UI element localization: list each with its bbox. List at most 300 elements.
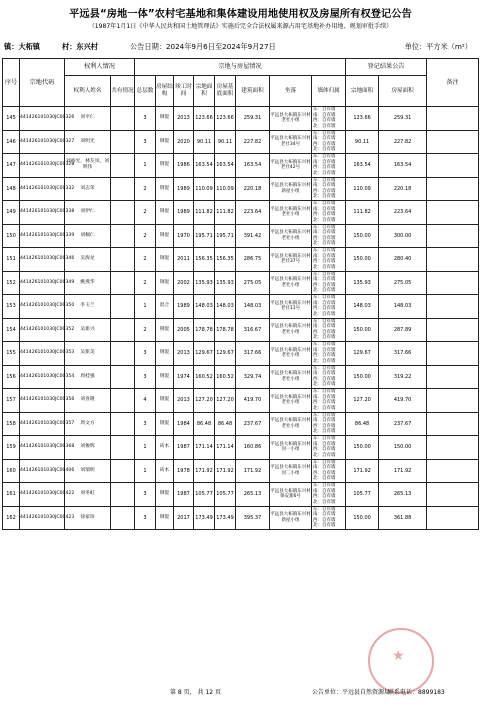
row-co-holder <box>111 248 135 272</box>
row-reg-house-area: 171.92 <box>379 459 427 483</box>
row-boundaries: 东：自有墙 南：自有墙 西：自有墙 北：自有墙 <box>312 436 346 460</box>
row-co-holder <box>111 154 135 178</box>
row-parcel-code: 441426101030JC00338 <box>20 201 65 225</box>
row-holder-name: 周桂强 <box>65 365 111 389</box>
row-reg-house-area: 317.66 <box>379 342 427 366</box>
row-parcel-area: 127.20 <box>194 389 215 413</box>
row-boundaries: 东：自有墙 南：自有墙 西：自有墙 北：自有墙 <box>312 130 346 154</box>
col-reg-house-area: 房屋面积 <box>379 76 427 107</box>
row-remark <box>427 506 479 530</box>
row-year: 2013 <box>174 342 194 366</box>
row-base-area: 171.92 <box>215 459 236 483</box>
table-row <box>3 459 479 483</box>
row-reg-house-area: 361.88 <box>379 506 427 530</box>
row-structure: 砖木 <box>156 459 174 483</box>
row-building-area: 275.05 <box>236 271 270 295</box>
row-boundaries: 东：自有墙 南：自有墙 西：自有墙 北：自有墙 <box>312 107 346 131</box>
row-parcel-code: 441426101030JC00339 <box>20 224 65 248</box>
row-boundaries: 东：自有墙 南：自有墙 西：自有墙 北：自有墙 <box>312 412 346 436</box>
row-base-area: 105.77 <box>215 483 236 507</box>
row-parcel-code: 441426101030JC00422 <box>20 483 65 507</box>
row-location: 平远县大柘镇东兴村老社42号 <box>270 154 312 178</box>
row-remark <box>427 248 479 272</box>
page-title: 平远县“房地一体”农村宅基地和集体建设用地使用权及房屋所有权登记公告 <box>69 9 412 20</box>
row-seq: 146 <box>3 130 20 154</box>
row-reg-parcel-area: 111.82 <box>346 201 379 225</box>
row-holder-name: 刘瑞明 <box>65 459 111 483</box>
row-floors: 3 <box>135 483 156 507</box>
row-base-area: 90.11 <box>215 130 236 154</box>
row-boundaries: 东：自有墙 南：自有墙 西：自有墙 北：自有墙 <box>312 459 346 483</box>
row-seq: 153 <box>3 295 20 319</box>
publisher: 公告单位：平远县自然资源局 <box>312 689 391 696</box>
row-floors: 2 <box>135 248 156 272</box>
row-holder-name: 李玉兰 <box>65 295 111 319</box>
row-structure: 钢混 <box>156 318 174 342</box>
row-seq: 155 <box>3 342 20 366</box>
row-parcel-area: 178.78 <box>194 318 215 342</box>
row-holder-name: 吴海龙 <box>65 248 111 272</box>
col-reg-parcel-area: 宗地面积 <box>346 76 379 107</box>
row-parcel-area: 163.54 <box>194 154 215 178</box>
col-co-holder: 共有情况 <box>111 76 135 107</box>
row-floors: 2 <box>135 271 156 295</box>
row-structure: 钢混 <box>156 412 174 436</box>
col-base-area: 房屋基底面积 <box>215 76 236 107</box>
row-reg-parcel-area: 86.48 <box>346 412 379 436</box>
row-boundaries: 东：自有墙 南：自有墙 西：自有墙 北：自有墙 <box>312 318 346 342</box>
row-location: 平远县大柘镇东兴村老社小组 <box>270 107 312 131</box>
col-parcel-code: 宗地代码 <box>20 59 65 107</box>
group-right-holder: 权利人情况 <box>65 59 135 76</box>
table-row <box>3 436 479 460</box>
row-parcel-code: 441426101030JC00423 <box>20 506 65 530</box>
row-structure: 钢混 <box>156 248 174 272</box>
row-parcel-code: 441426101030JC00352 <box>20 318 65 342</box>
row-remark <box>427 154 479 178</box>
row-building-area: 163.54 <box>236 154 270 178</box>
seal-star-icon: ★ <box>392 648 405 664</box>
row-year: 2020 <box>174 130 194 154</box>
row-reg-house-area: 227.82 <box>379 130 427 154</box>
row-co-holder <box>111 271 135 295</box>
row-boundaries: 东：自有墙 南：自有墙 西：自有墙 北：自有墙 <box>312 365 346 389</box>
row-co-holder <box>111 389 135 413</box>
row-co-holder <box>111 201 135 225</box>
row-holder-name: 刘冬虹 <box>65 483 111 507</box>
row-reg-parcel-area: 150.00 <box>346 436 379 460</box>
row-seq: 158 <box>3 412 20 436</box>
row-base-area: 86.48 <box>215 412 236 436</box>
row-reg-house-area: 237.67 <box>379 412 427 436</box>
row-base-area: 195.71 <box>215 224 236 248</box>
row-building-area: 237.67 <box>236 412 270 436</box>
row-base-area: 173.49 <box>215 506 236 530</box>
row-location: 平远县大柘镇东兴村新屋小组 <box>270 177 312 201</box>
row-building-area: 286.75 <box>236 248 270 272</box>
row-reg-parcel-area: 150.00 <box>346 318 379 342</box>
row-reg-house-area: 275.05 <box>379 271 427 295</box>
row-parcel-code: 441426101030JC00328 <box>20 154 65 178</box>
row-base-area: 160.52 <box>215 365 236 389</box>
table-row <box>3 177 479 201</box>
row-holder-name: 吴新美 <box>65 342 111 366</box>
table-row <box>3 389 479 413</box>
row-parcel-area: 129.67 <box>194 342 215 366</box>
table-row <box>3 295 479 319</box>
row-co-holder <box>111 459 135 483</box>
col-completion: 竣工时间 <box>174 76 194 107</box>
row-remark <box>427 177 479 201</box>
row-boundaries: 东：自有墙 南：自有墙 西：自有墙 北：自有墙 <box>312 201 346 225</box>
row-building-area: 227.82 <box>236 130 270 154</box>
col-parcel-area: 宗地面积 <box>194 76 215 107</box>
page-footer <box>0 687 481 701</box>
row-floors: 1 <box>135 154 156 178</box>
col-boundaries: 墙体归属 <box>312 76 346 107</box>
row-co-holder <box>111 483 135 507</box>
row-holder-name: 周文方 <box>65 412 111 436</box>
row-parcel-code: 441426101030JC00350 <box>20 295 65 319</box>
row-co-holder <box>111 224 135 248</box>
row-floors: 4 <box>135 389 156 413</box>
row-remark <box>427 459 479 483</box>
row-year: 1974 <box>174 365 194 389</box>
unit-label: 单位：平方米（m²） <box>404 42 472 51</box>
row-base-area: 129.67 <box>215 342 236 366</box>
row-parcel-area: 110.09 <box>194 177 215 201</box>
row-floors: 2 <box>135 201 156 225</box>
table-row <box>3 248 479 272</box>
col-remarks: 备注 <box>427 59 479 107</box>
row-floors: 3 <box>135 506 156 530</box>
meta-bar <box>2 42 478 56</box>
row-reg-parcel-area: 150.00 <box>346 365 379 389</box>
row-base-area: 171.14 <box>215 436 236 460</box>
row-structure: 钢混 <box>156 177 174 201</box>
row-reg-house-area: 148.03 <box>379 295 427 319</box>
row-reg-house-area: 150.00 <box>379 436 427 460</box>
row-remark <box>427 412 479 436</box>
table-row <box>3 342 479 366</box>
table-row <box>3 107 479 131</box>
row-year: 2005 <box>174 318 194 342</box>
row-floors: 3 <box>135 365 156 389</box>
row-parcel-area: 105.77 <box>194 483 215 507</box>
row-location: 平远县大柘镇东兴村老社小组 <box>270 342 312 366</box>
row-boundaries: 东：自有墙 南：自有墙 西：自有墙 北：自有墙 <box>312 506 346 530</box>
table-row <box>3 318 479 342</box>
row-structure: 钢混 <box>156 342 174 366</box>
row-parcel-area: 86.48 <box>194 412 215 436</box>
row-seq: 147 <box>3 154 20 178</box>
row-location: 平远县大柘镇东兴村老社小组 <box>270 389 312 413</box>
row-reg-house-area: 220.18 <box>379 177 427 201</box>
row-boundaries: 东：自有墙 南：自有墙 西：自有墙 北：自有墙 <box>312 271 346 295</box>
row-building-area: 316.67 <box>236 318 270 342</box>
row-location: 平远县大柘镇东兴村老社小组 <box>270 271 312 295</box>
row-year: 1984 <box>174 412 194 436</box>
row-location: 平远县大柘镇东兴村老社小组 <box>270 318 312 342</box>
col-total-floors: 总层数 <box>135 76 156 107</box>
row-building-area: 259.31 <box>236 107 270 131</box>
row-parcel-code: 441426101030JC00353 <box>20 342 65 366</box>
row-location: 平远县大柘镇东兴村河一小组 <box>270 436 312 460</box>
row-year: 1989 <box>174 177 194 201</box>
row-co-holder <box>111 365 135 389</box>
row-reg-parcel-area: 129.67 <box>346 342 379 366</box>
row-building-area: 265.13 <box>236 483 270 507</box>
row-holder-name: 徐家珍 <box>65 506 111 530</box>
table-row <box>3 224 479 248</box>
row-structure: 钢混 <box>156 506 174 530</box>
row-building-area: 317.66 <box>236 342 270 366</box>
row-location: 平远县大柘镇东兴村老社34号 <box>270 130 312 154</box>
row-parcel-area: 148.03 <box>194 295 215 319</box>
table-row <box>3 130 479 154</box>
col-structure: 房屋结构 <box>156 76 174 107</box>
table-row <box>3 412 479 436</box>
row-building-area: 419.70 <box>236 389 270 413</box>
row-reg-parcel-area: 135.93 <box>346 271 379 295</box>
row-year: 1989 <box>174 201 194 225</box>
row-structure: 钢混 <box>156 107 174 131</box>
row-seq: 149 <box>3 201 20 225</box>
row-reg-parcel-area: 123.66 <box>346 107 379 131</box>
row-parcel-area: 173.49 <box>194 506 215 530</box>
row-floors: 2 <box>135 224 156 248</box>
row-building-area: 171.92 <box>236 459 270 483</box>
row-boundaries: 东：自有墙 南：自有墙 西：自有墙 北：自有墙 <box>312 342 346 366</box>
row-floors: 1 <box>135 459 156 483</box>
row-parcel-code: 441426101030JC00368 <box>20 436 65 460</box>
row-building-area: 160.86 <box>236 436 270 460</box>
row-structure: 钢混 <box>156 389 174 413</box>
registration-table <box>2 58 479 530</box>
contact-phone: 联系电话：8899183 <box>388 689 445 696</box>
row-holder-name: 吴新兴 <box>65 318 111 342</box>
row-co-holder <box>111 436 135 460</box>
row-structure: 砖木 <box>156 436 174 460</box>
row-structure: 钢混 <box>156 365 174 389</box>
table-row <box>3 506 479 530</box>
row-location: 平远县大柘镇东兴村老社11号 <box>270 295 312 319</box>
col-building-area: 建筑面积 <box>236 76 270 107</box>
row-reg-parcel-area: 150.00 <box>346 248 379 272</box>
row-holder-name: 刘喜隆 <box>65 389 111 413</box>
row-year: 1986 <box>174 154 194 178</box>
row-floors: 3 <box>135 412 156 436</box>
row-location: 平远县大柘镇东兴村老社小组 <box>270 412 312 436</box>
row-boundaries: 东：自有墙 南：自有墙 西：自有墙 北：自有墙 <box>312 154 346 178</box>
row-year: 2011 <box>174 248 194 272</box>
row-parcel-area: 90.11 <box>194 130 215 154</box>
row-location: 平远县大柘镇东兴村新屋小组 <box>270 506 312 530</box>
row-reg-house-area: 287.89 <box>379 318 427 342</box>
row-building-area: 329.74 <box>236 365 270 389</box>
row-reg-house-area: 419.70 <box>379 389 427 413</box>
row-building-area: 148.03 <box>236 295 270 319</box>
row-seq: 148 <box>3 177 20 201</box>
row-reg-parcel-area: 150.00 <box>346 224 379 248</box>
row-holder-name: 刘平仁 <box>65 107 111 131</box>
row-reg-house-area: 223.64 <box>379 201 427 225</box>
row-seq: 160 <box>3 459 20 483</box>
row-seq: 154 <box>3 318 20 342</box>
row-year: 1970 <box>174 224 194 248</box>
row-co-holder <box>111 318 135 342</box>
table-row <box>3 365 479 389</box>
table-body <box>3 107 479 530</box>
row-base-area: 135.93 <box>215 271 236 295</box>
row-seq: 151 <box>3 248 20 272</box>
row-location: 平远县大柘镇东兴村老社小组 <box>270 224 312 248</box>
row-floors: 3 <box>135 107 156 131</box>
row-year: 1978 <box>174 459 194 483</box>
row-remark <box>427 389 479 413</box>
row-base-area: 110.09 <box>215 177 236 201</box>
row-parcel-code: 441426101030JC00346 <box>20 248 65 272</box>
row-parcel-code: 441426101030JC00406 <box>20 459 65 483</box>
row-parcel-code: 441426101030JC00356 <box>20 389 65 413</box>
row-structure: 钢混 <box>156 201 174 225</box>
col-seq: 序号 <box>3 59 20 107</box>
row-year: 1987 <box>174 436 194 460</box>
row-base-area: 163.54 <box>215 154 236 178</box>
col-holder-name: 权利人姓名 <box>65 76 111 107</box>
row-year: 1987 <box>174 483 194 507</box>
row-reg-parcel-area: 127.20 <box>346 389 379 413</box>
page-subtitle: （1987年1月1日《中华人民共和国土地管理法》实施后完全合法权属来源占用宅基地补办用地、规划审批手续） <box>88 23 393 30</box>
row-co-holder <box>111 130 135 154</box>
table-row <box>3 271 479 295</box>
row-base-area: 123.66 <box>215 107 236 131</box>
row-seq: 150 <box>3 224 20 248</box>
row-base-area: 127.20 <box>215 389 236 413</box>
row-holder-name: 刘佩仁 <box>65 224 111 248</box>
row-seq: 161 <box>3 483 20 507</box>
row-structure: 钢混 <box>156 483 174 507</box>
row-location: 平远县大柘镇东兴村老社小组 <box>270 201 312 225</box>
row-boundaries: 东：自有墙 南：自有墙 西：自有墙 北：自有墙 <box>312 248 346 272</box>
row-parcel-area: 123.66 <box>194 107 215 131</box>
row-year: 2013 <box>174 389 194 413</box>
row-seq: 159 <box>3 436 20 460</box>
row-remark <box>427 436 479 460</box>
row-year: 2002 <box>174 271 194 295</box>
row-parcel-area: 171.14 <box>194 436 215 460</box>
row-remark <box>427 483 479 507</box>
row-year: 2017 <box>174 506 194 530</box>
row-reg-parcel-area: 90.11 <box>346 130 379 154</box>
row-seq: 152 <box>3 271 20 295</box>
row-holder-name: 刘伊仁 <box>65 201 111 225</box>
row-base-area: 156.35 <box>215 248 236 272</box>
row-holder-name: 刘俊辉 <box>65 436 111 460</box>
row-seq: 157 <box>3 389 20 413</box>
row-parcel-area: 160.52 <box>194 365 215 389</box>
row-boundaries: 东：自有墙 南：自有墙 西：自有墙 北：自有墙 <box>312 295 346 319</box>
row-structure: 钢混 <box>156 224 174 248</box>
row-floors: 1 <box>135 295 156 319</box>
row-floors: 1 <box>135 436 156 460</box>
row-base-area: 111.82 <box>215 201 236 225</box>
table-row <box>3 201 479 225</box>
row-reg-house-area: 319.22 <box>379 365 427 389</box>
row-floors: 3 <box>135 342 156 366</box>
row-structure: 混合 <box>156 295 174 319</box>
row-floors: 3 <box>135 130 156 154</box>
row-co-holder <box>111 177 135 201</box>
row-reg-house-area: 300.00 <box>379 224 427 248</box>
row-base-area: 148.03 <box>215 295 236 319</box>
row-remark <box>427 201 479 225</box>
row-remark <box>427 271 479 295</box>
row-building-area: 220.18 <box>236 177 270 201</box>
row-co-holder <box>111 412 135 436</box>
village-label: 村：东兴村 <box>62 42 98 51</box>
row-holder-name: 刘志荣 <box>65 177 111 201</box>
row-parcel-area: 156.35 <box>194 248 215 272</box>
row-location: 平远县大柘镇东兴村老社小组 <box>270 365 312 389</box>
row-boundaries: 东：自有墙 南：自有墙 西：自有墙 北：自有墙 <box>312 224 346 248</box>
row-boundaries: 东：自有墙 南：自有墙 西：自有墙 北：自有墙 <box>312 483 346 507</box>
col-location: 坐落 <box>270 76 312 107</box>
row-seq: 145 <box>3 107 20 131</box>
row-floors: 2 <box>135 318 156 342</box>
page-number: 第 8 页， 共 12 页 <box>170 689 221 696</box>
row-year: 1989 <box>174 295 194 319</box>
row-parcel-code: 441426101030JC00327 <box>20 130 65 154</box>
notice-date: 公告日期：2024年9月6日至2024年9月27日 <box>130 42 276 51</box>
row-remark <box>427 365 479 389</box>
row-co-holder <box>111 295 135 319</box>
row-structure: 钢混 <box>156 154 174 178</box>
group-land-house: 宗地与房屋情况 <box>135 59 346 76</box>
row-co-holder <box>111 342 135 366</box>
row-holder-name: 姚燕华 <box>65 271 111 295</box>
row-remark <box>427 130 479 154</box>
row-boundaries: 东：自有墙 南：自有墙 西：自有墙 北：自有墙 <box>312 177 346 201</box>
row-location: 平远县大柘镇东兴村保安寨6号 <box>270 483 312 507</box>
row-building-area: 391.42 <box>236 224 270 248</box>
row-remark <box>427 342 479 366</box>
row-reg-parcel-area: 163.54 <box>346 154 379 178</box>
row-parcel-area: 135.93 <box>194 271 215 295</box>
row-parcel-area: 195.71 <box>194 224 215 248</box>
row-reg-house-area: 280.40 <box>379 248 427 272</box>
row-structure: 钢混 <box>156 130 174 154</box>
row-reg-parcel-area: 110.09 <box>346 177 379 201</box>
row-structure: 钢混 <box>156 271 174 295</box>
row-location: 平远县大柘镇东兴村老社37号 <box>270 248 312 272</box>
row-reg-house-area: 265.13 <box>379 483 427 507</box>
row-boundaries: 东：自有墙 南：自有墙 西：自有墙 北：自有墙 <box>312 389 346 413</box>
row-remark <box>427 318 479 342</box>
table-row <box>3 483 479 507</box>
row-reg-parcel-area: 148.03 <box>346 295 379 319</box>
row-base-area: 178.78 <box>215 318 236 342</box>
row-parcel-code: 441426101030JC00332 <box>20 177 65 201</box>
row-floors: 2 <box>135 177 156 201</box>
row-parcel-code: 441426101030JC00349 <box>20 271 65 295</box>
row-parcel-area: 111.82 <box>194 201 215 225</box>
row-parcel-code: 441426101030JC00357 <box>20 412 65 436</box>
row-seq: 162 <box>3 506 20 530</box>
table-row <box>3 154 479 178</box>
row-parcel-code: 441426101030JC00354 <box>20 365 65 389</box>
row-building-area: 223.64 <box>236 201 270 225</box>
